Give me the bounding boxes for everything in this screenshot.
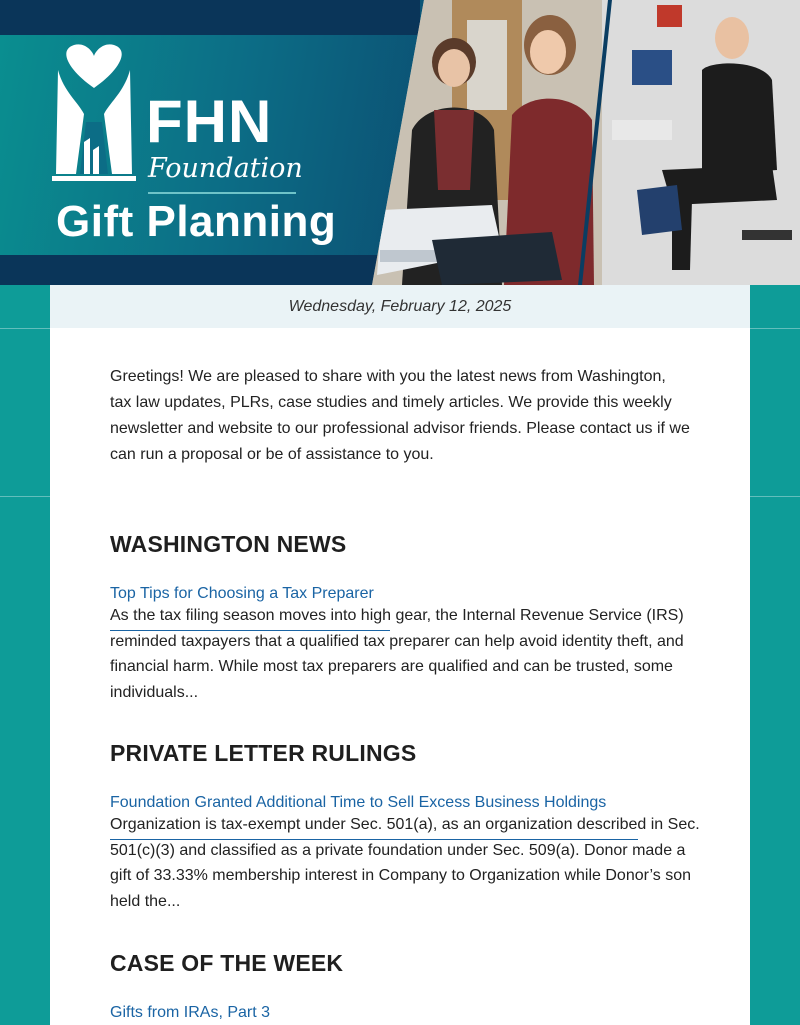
link-underline	[110, 839, 638, 840]
intro-paragraph: Greetings! We are pleased to share with you the latest news from Washington, tax law updates, PLRs, case studies and timely articles. We provide this weekly newsletter and website to our professional advisor friends. Please contact us if we can run a proposal or be of assistance to you.	[110, 368, 690, 463]
article-link[interactable]: Foundation Granted Additional Time to Sell Excess Business Holdings	[110, 794, 607, 811]
section-heading: WASHINGTON NEWS	[110, 531, 347, 557]
newsletter-header	[0, 0, 800, 285]
article-snippet: As the tax filing season moves into high gear, the Internal Revenue Service (IRS) reminded taxpayers that a qualified tax preparer can help avoid identity theft, and financial harm. While most tax preparers are qualified and can be trusted, some individuals...	[110, 607, 684, 701]
brand-subtitle: Foundation	[148, 153, 303, 184]
section-case-of-the-week	[110, 950, 700, 1022]
brand-name: FHN	[146, 88, 273, 155]
section-private-letter-rulings	[110, 740, 700, 914]
section-washington-news	[110, 531, 700, 705]
brand-divider	[148, 192, 296, 194]
newsletter-body	[50, 328, 750, 1025]
header-top-bar	[0, 0, 420, 35]
link-underline	[110, 630, 390, 631]
header-bottom-bar	[0, 255, 420, 285]
article-link[interactable]: Gifts from IRAs, Part 3	[110, 1004, 271, 1021]
section-heading: PRIVATE LETTER RULINGS	[110, 740, 417, 766]
newsletter-title: Gift Planning	[56, 197, 337, 246]
section-heading: CASE OF THE WEEK	[110, 950, 344, 976]
date-line: Wednesday, February 12, 2025	[50, 285, 750, 328]
fhn-logo-icon	[48, 42, 140, 187]
article-link[interactable]: Top Tips for Choosing a Tax Preparer	[110, 585, 374, 602]
article-snippet: Organization is tax-exempt under Sec. 501(a), as an organization described in Sec. 501(c)(3) and classified as a private foundation under Sec. 509(a). Donor made a gift of 33.33% membership interest in Company to Organization while Donor’s son held the...	[110, 816, 700, 910]
